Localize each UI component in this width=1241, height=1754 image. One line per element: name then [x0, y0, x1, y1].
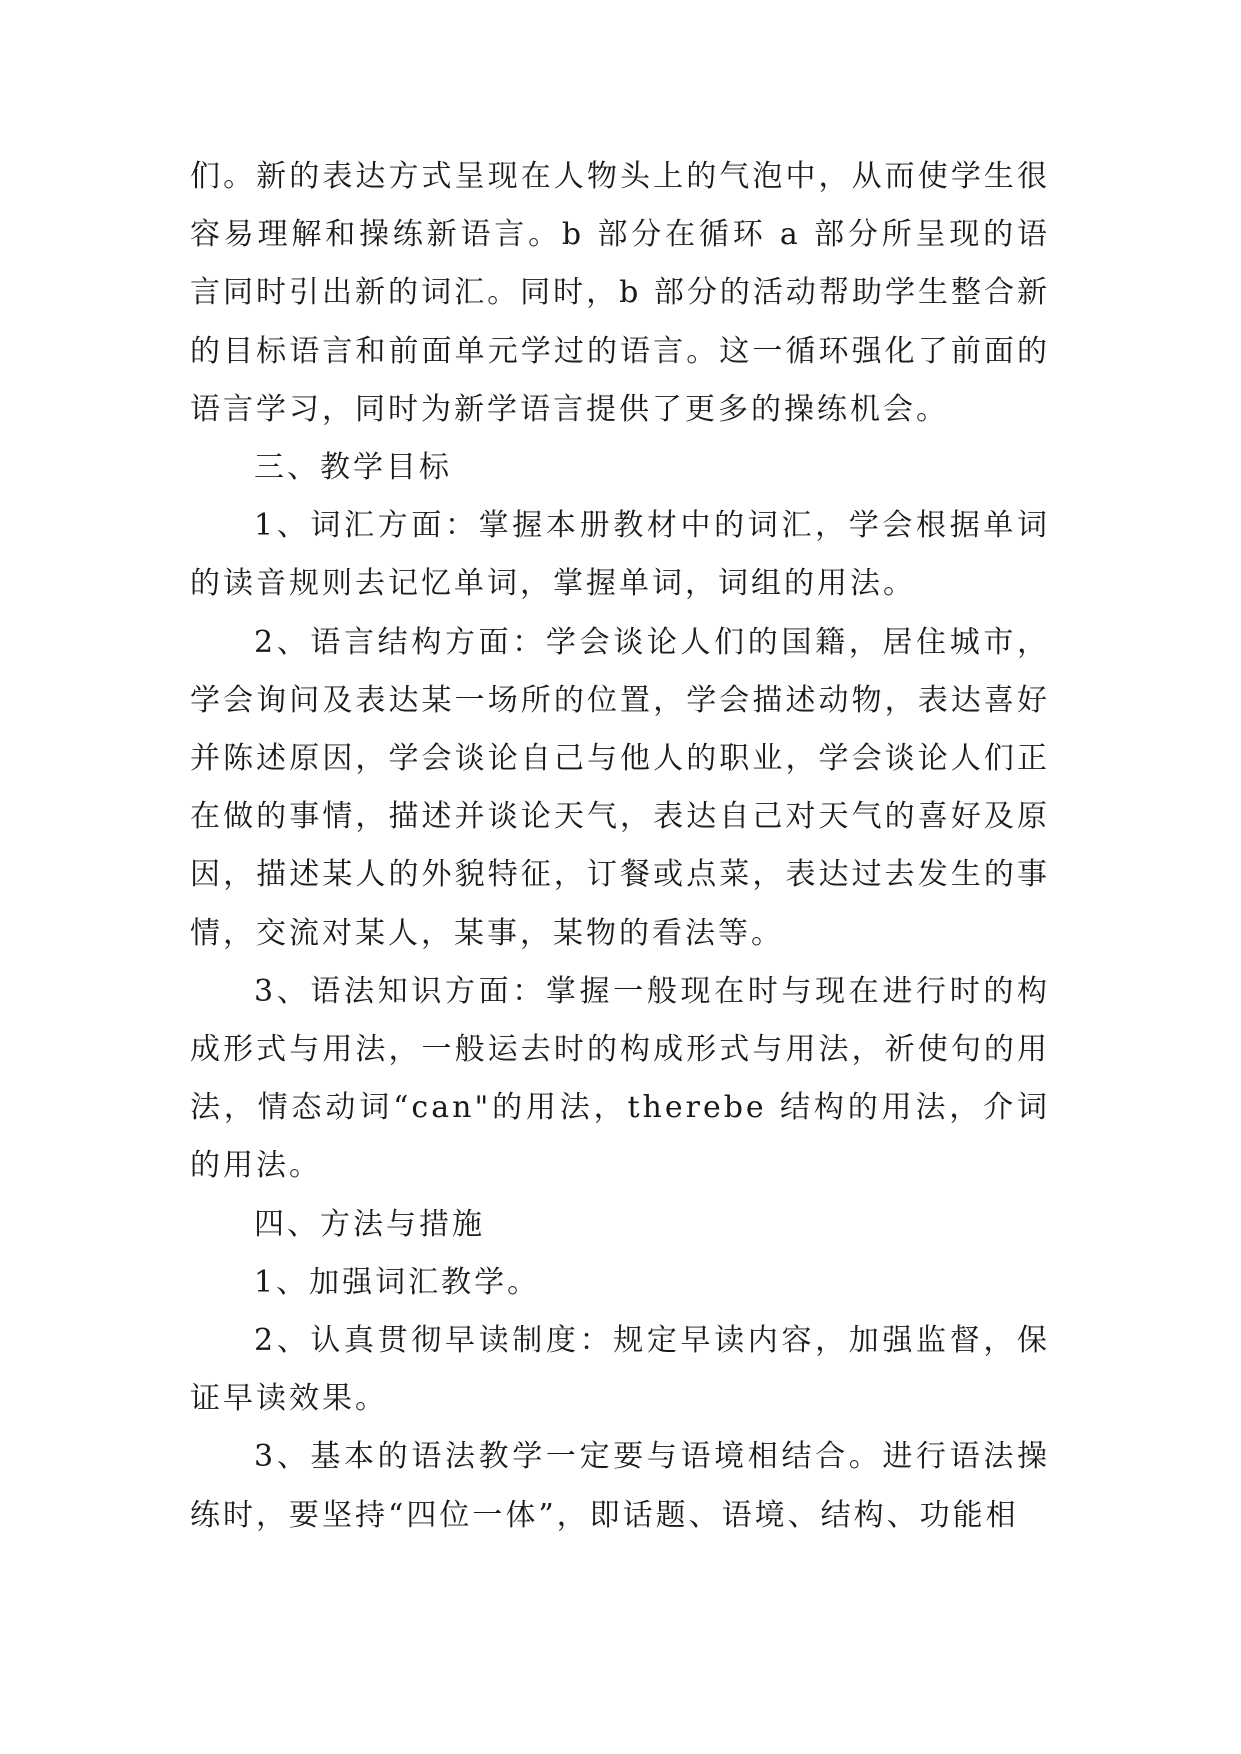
goal-language-structure: 2、语言结构方面：学会谈论人们的国籍，居住城市，学会询问及表达某一场所的位置，学会描述动物，表达喜好并陈述原因，学会谈论自己与他人的职业，学会谈论人们正在做的事情，描述并谈论天气，表达自己对天气的喜好及原因，描述某人的外貌特征，订餐或点菜，表达过去发生的事情，交流对某人，某事，某物的看法等。 — [190, 624, 1050, 951]
section-heading-methods: 四、方法与措施 — [254, 1206, 485, 1242]
goal-grammar-knowledge: 3、语法知识方面：掌握一般现在时与现在进行时的构成形式与用法，一般运去时的构成形式与用法，祈使句的用法，情态动词“can"的用法，therebe 结构的用法，介词的用法。 — [190, 973, 1050, 1184]
section-heading-teaching-goals: 三、教学目标 — [254, 450, 452, 486]
method-morning-reading: 2、认真贯彻早读制度：规定早读内容，加强监督，保证早读效果。 — [190, 1323, 1050, 1417]
document-body — [190, 148, 1050, 1545]
goal-vocabulary: 1、词汇方面：掌握本册教材中的词汇，学会根据单词的读音规则去记忆单词，掌握单词，词组的用法。 — [190, 508, 1050, 602]
method-grammar-context: 3、基本的语法教学一定要与语境相结合。进行语法操练时，要坚持“四位一体”，即话题、语境、结构、功能相 — [190, 1439, 1050, 1533]
method-vocabulary-teaching: 1、加强词汇教学。 — [254, 1264, 541, 1300]
paragraph-continuation: 们。新的表达方式呈现在人物头上的气泡中，从而使学生很容易理解和操练新语言。b 部分在循环 a 部分所呈现的语言同时引出新的词汇。同时，b 部分的活动帮助学生整合新的目标语言和前面单元学过的语言。这一循环强化了前面的语言学习，同时为新学语言提供了更多的操练机会。 — [190, 159, 1050, 427]
